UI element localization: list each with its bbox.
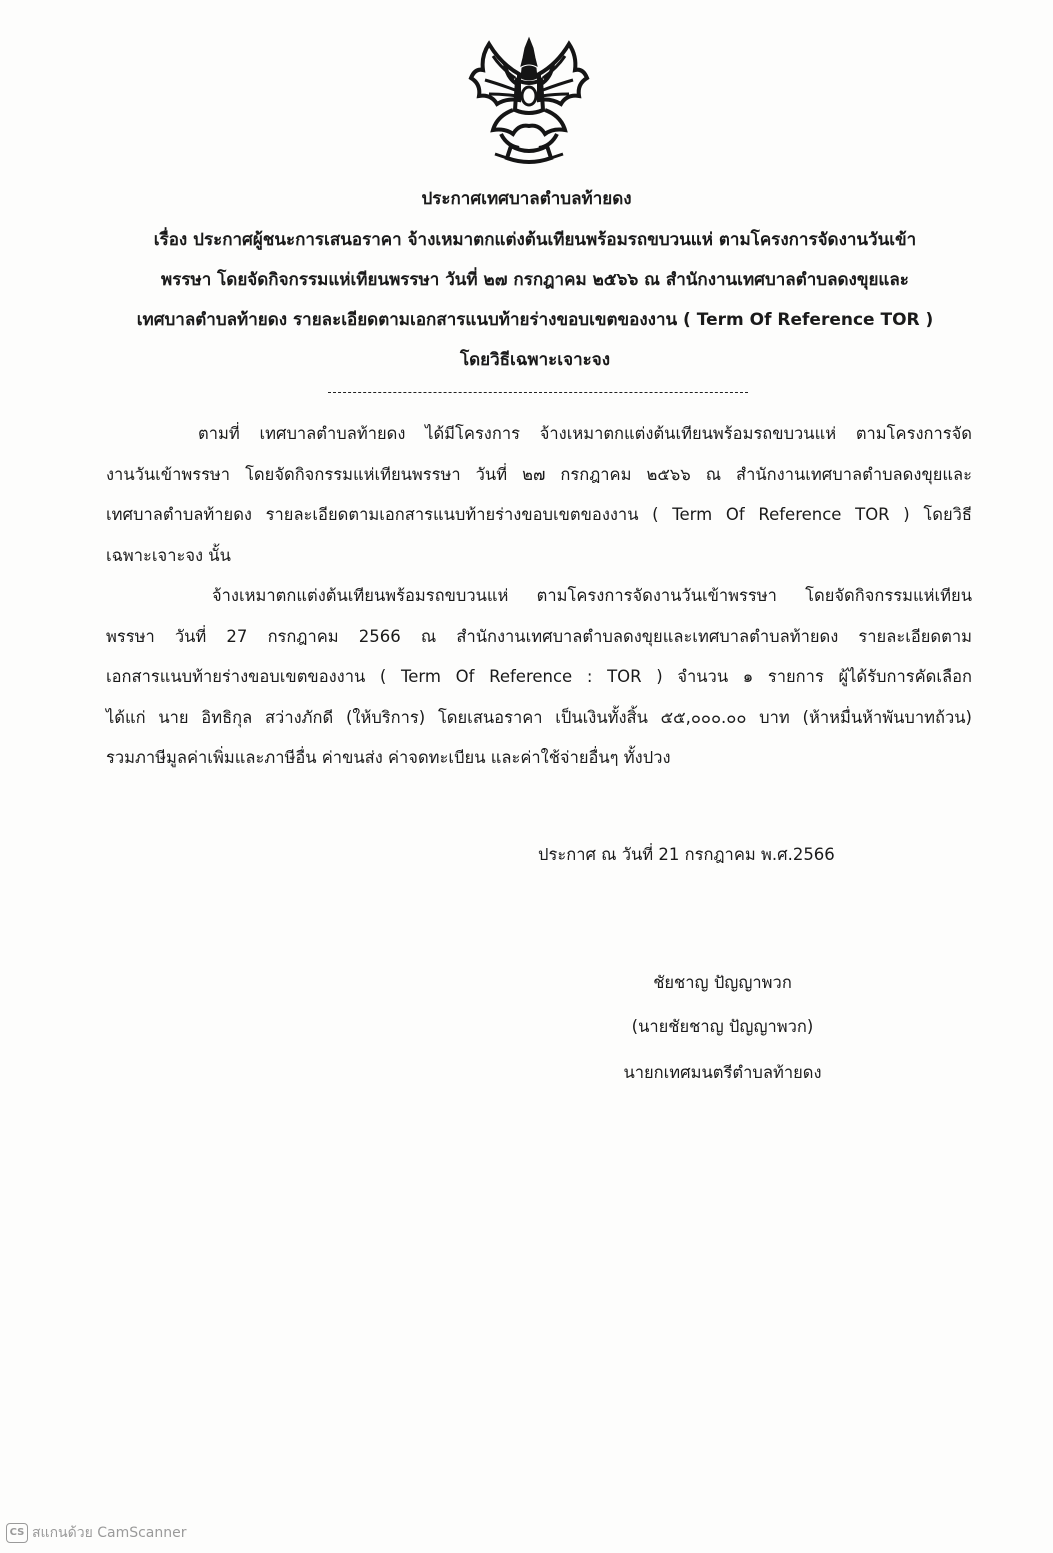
garuda-emblem-icon bbox=[467, 34, 591, 166]
paragraph-line: ตามที่ เทศบาลตำบลท้ายดง ได้มีโครงการ จ้างเหมาตกแต่งต้นเทียนพร้อมรถขบวนแห่ ตามโครงการจัด bbox=[198, 424, 972, 443]
subject-line: เรื่อง ประกาศผู้ชนะการเสนอราคา จ้างเหมาตกแต่งต้นเทียนพร้อมรถขบวนแห่ ตามโครงการจัดงานวันเข้า bbox=[153, 230, 917, 250]
paragraph-line: พรรษา วันที่ 27 กรกฎาคม 2566 ณ สำนักงานเทศบาลตำบลดงขุยและเทศบาลตำบลท้ายดง รายละเอียดตาม bbox=[106, 626, 972, 646]
camscanner-icon: CS bbox=[6, 1523, 28, 1543]
subject-line: พรรษา โดยจัดกิจกรรมแห่เทียนพรรษา วันที่ ๒๗ กรกฎาคม ๒๕๖๖ ณ สำนักงานเทศบาลตำบลดงขุยและ bbox=[161, 270, 909, 290]
paragraph-line: รวมภาษีมูลค่าเพิ่มและภาษีอื่น ค่าขนส่ง ค่าจดทะเบียน และค่าใช้จ่ายอื่นๆ ทั้งปวง bbox=[106, 748, 671, 767]
document-title: ประกาศเทศบาลตำบลท้ายดง bbox=[421, 189, 632, 209]
paragraph-line: เทศบาลตำบลท้ายดง รายละเอียดตามเอกสารแนบท้ายร่างขอบเขตของงาน ( Term Of Reference TOR ) โดยวิธี bbox=[106, 505, 972, 524]
paragraph-line: ได้แก่ นาย อิทธิกุล สว่างภักดี (ให้บริการ) โดยเสนอราคา เป็นเงินทั้งสิ้น ๕๕,๐๐๐.๐๐ บาท (ห้าหมื่นห้าพันบาทถ้วน) bbox=[106, 707, 972, 727]
paragraph-2 bbox=[106, 576, 972, 779]
announce-date: ประกาศ ณ วันที่ 21 กรกฎาคม พ.ศ.2566 bbox=[538, 845, 835, 864]
signature-position: นายกเทศมนตรีตำบลท้ายดง bbox=[623, 1063, 822, 1082]
watermark-text: สแกนด้วย CamScanner bbox=[32, 1525, 187, 1541]
document-subject bbox=[100, 220, 970, 380]
paragraph-1 bbox=[106, 414, 972, 576]
paragraph-line: เฉพาะเจาะจง นั้น bbox=[106, 545, 231, 565]
signature-full-name: (นายชัยชาญ ปัญญาพวก) bbox=[631, 1017, 814, 1036]
paragraph-line: เอกสารแนบท้ายร่างขอบเขตของงาน ( Term Of Reference : TOR ) จำนวน ๑ รายการ ผู้ได้รับการคัดเลือก bbox=[106, 667, 972, 686]
camscanner-watermark bbox=[6, 1522, 187, 1544]
subject-line: โดยวิธีเฉพาะเจาะจง bbox=[459, 350, 611, 370]
divider bbox=[328, 392, 748, 393]
paragraph-line: จ้างเหมาตกแต่งต้นเทียนพร้อมรถขบวนแห่ ตามโครงการจัดงานวันเข้าพรรษา โดยจัดกิจกรรมแห่เทียน bbox=[212, 586, 972, 605]
subject-line: เทศบาลตำบลท้ายดง รายละเอียดตามเอกสารแนบท้ายร่างขอบเขตของงาน ( Term Of Reference TOR ) bbox=[136, 310, 934, 330]
paragraph-line: งานวันเข้าพรรษา โดยจัดกิจกรรมแห่เทียนพรรษา วันที่ ๒๗ กรกฎาคม ๒๕๖๖ ณ สำนักงานเทศบาลตำบลดงขุยและ bbox=[106, 464, 972, 484]
signature-name: ชัยชาญ ปัญญาพวก bbox=[653, 973, 792, 992]
